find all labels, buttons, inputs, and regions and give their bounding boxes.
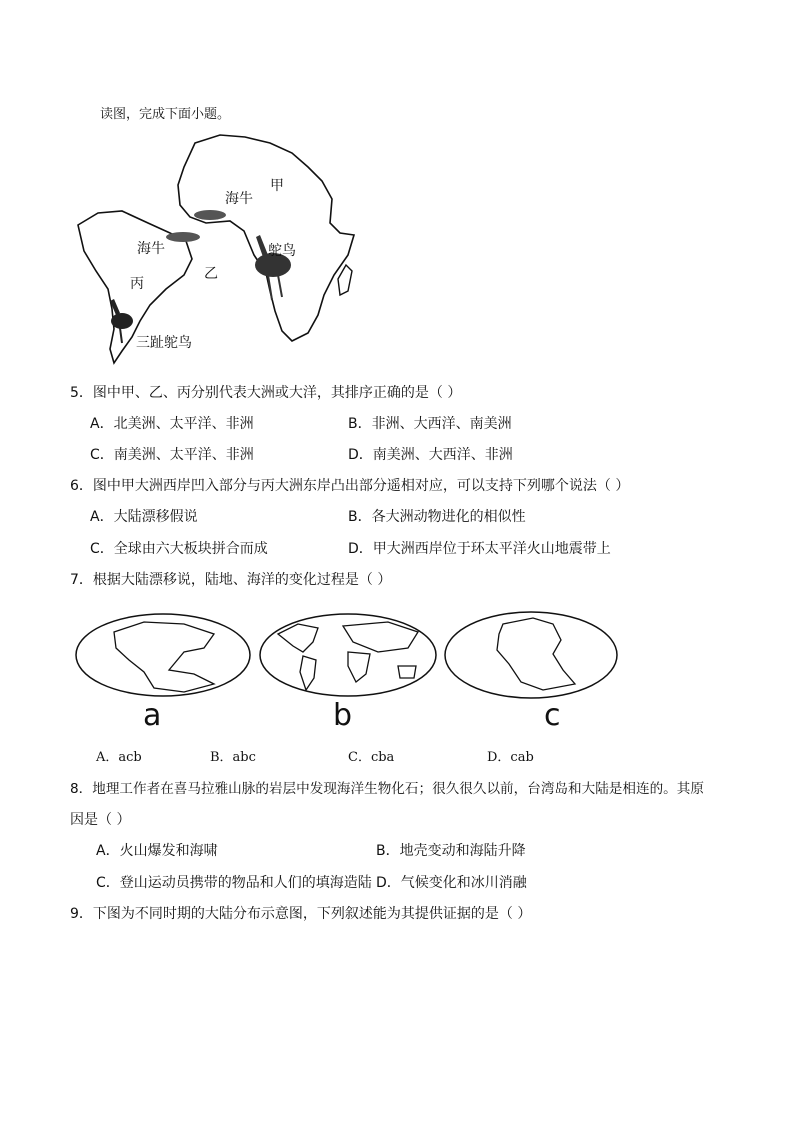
continent-map-figure xyxy=(70,125,360,365)
map-label-ostrich: 鸵鸟 xyxy=(268,243,296,259)
q8-option-d: D．气候变化和冰川消融 xyxy=(376,875,527,891)
globe-b-figure xyxy=(258,612,438,698)
q7-option-b: B．abc xyxy=(210,750,256,765)
q6-option-d: D．甲大洲西岸位于环太平洋火山地震带上 xyxy=(348,541,611,557)
rhea-icon xyxy=(110,299,133,343)
map-label-manatee-africa: 海牛 xyxy=(225,191,253,207)
map-label-rhea: 三趾鸵鸟 xyxy=(136,335,192,351)
q5-option-b: B．非洲、大西洋、南美洲 xyxy=(348,416,512,432)
africa-outline xyxy=(178,135,354,341)
q7-stem: 7．根据大陆漂移说，陆地、海洋的变化过程是（ ） xyxy=(70,572,392,588)
q7-option-c: C．cba xyxy=(348,750,395,765)
q5-option-a: A．北美洲、太平洋、非洲 xyxy=(90,416,254,432)
q5-option-c: C．南美洲、太平洋、非洲 xyxy=(90,447,254,463)
q5-stem: 5．图中甲、乙、丙分别代表大洲或大洋，其排序正确的是（ ） xyxy=(70,385,462,401)
q6-option-a: A．大陆漂移假说 xyxy=(90,509,198,525)
globe-label-a: a xyxy=(143,698,162,733)
map-label-yi: 乙 xyxy=(204,266,218,282)
q6-option-b: B．各大洲动物进化的相似性 xyxy=(348,509,526,525)
globe-c-figure xyxy=(443,610,619,700)
q6-stem: 6．图中甲大洲西岸凹入部分与丙大洲东岸凸出部分遥相对应，可以支持下列哪个说法（ ） xyxy=(70,478,630,494)
globe-label-c: c xyxy=(544,698,561,733)
globe-a-figure xyxy=(74,612,252,698)
q8-option-b: B．地壳变动和海陆升降 xyxy=(376,843,526,859)
globe-label-b: b xyxy=(333,698,353,733)
map-label-manatee-sa: 海牛 xyxy=(137,241,165,257)
madagascar-outline xyxy=(338,265,352,295)
map-label-bing: 丙 xyxy=(130,276,144,292)
manatee-sa-icon xyxy=(166,232,200,242)
q8-option-a: A．火山爆发和海啸 xyxy=(96,843,218,859)
q7-option-d: D．cab xyxy=(487,750,534,765)
q8-option-c: C．登山运动员携带的物品和人们的填海造陆 xyxy=(96,875,372,891)
q5-option-d: D．南美洲、大西洋、非洲 xyxy=(348,447,513,463)
q7-option-a: A．acb xyxy=(96,750,142,765)
manatee-africa-icon xyxy=(194,210,226,220)
intro-text: 读图，完成下面小题。 xyxy=(100,107,231,122)
q8-stem-line1: 8．地理工作者在喜马拉雅山脉的岩层中发现海洋生物化石；很久很久以前，台湾岛和大陆是相连的。其原 xyxy=(70,781,704,797)
q9-stem: 9．下图为不同时期的大陆分布示意图，下列叙述能为其提供证据的是（ ） xyxy=(70,906,532,922)
map-label-jia: 甲 xyxy=(270,178,284,194)
q6-option-c: C．全球由六大板块拼合而成 xyxy=(90,541,268,557)
q8-stem-line2: 因是（ ） xyxy=(70,812,131,828)
